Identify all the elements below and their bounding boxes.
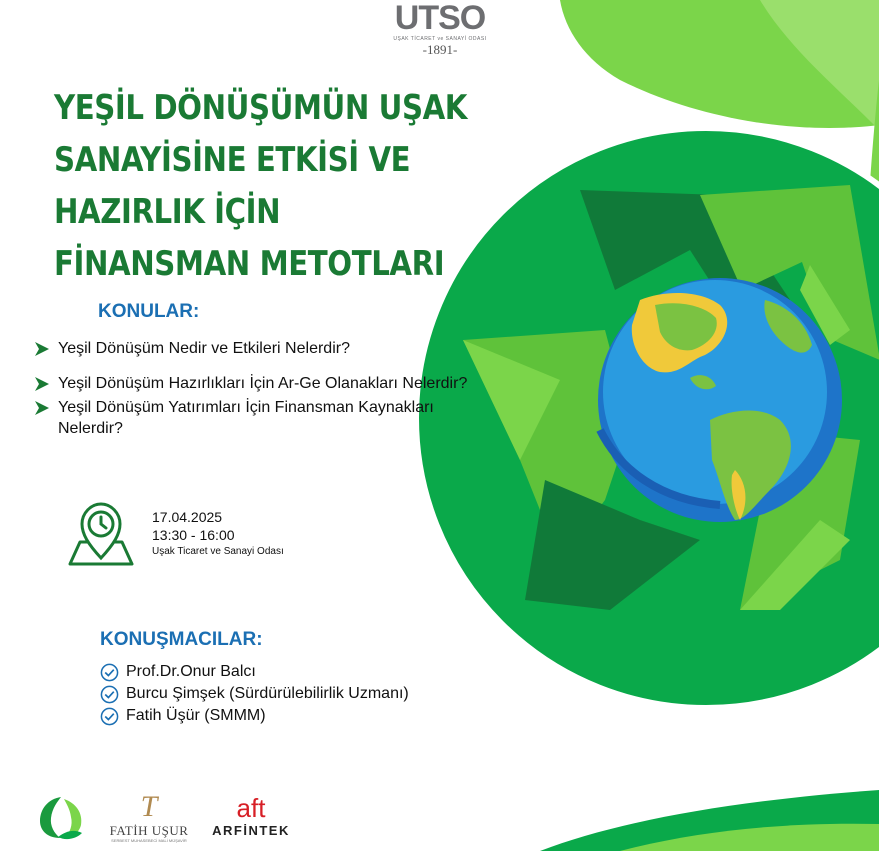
- speakers-list: [100, 661, 409, 727]
- utso-logo: [380, 0, 500, 60]
- poster-title: [54, 82, 536, 290]
- fatih-usur-logo: [104, 790, 194, 846]
- check-circle-icon: [100, 685, 119, 704]
- utso-logo-year: -1891-: [422, 42, 458, 57]
- event-details: [152, 508, 284, 560]
- topic-item: [32, 373, 472, 394]
- check-circle-icon: [100, 663, 119, 682]
- topic-text: Yeşil Dönüşüm Hazırlıkları İçin Ar-Ge Olanakları Nelerdir?: [58, 375, 468, 392]
- utso-logo-mark: UTSO: [394, 0, 486, 37]
- globe: [598, 278, 842, 522]
- arfintek-logo-name: ARFİNTEK: [212, 823, 290, 838]
- speaker-item: [100, 661, 409, 683]
- utso-logo-subtitle: UŞAK TİCARET ve SANAYİ ODASI: [393, 36, 487, 42]
- fatih-usur-monogram-icon: T: [140, 790, 158, 823]
- green-leaf-logo: [36, 793, 86, 841]
- topic-item: [32, 397, 472, 439]
- speaker-name: Burcu Şimşek (Sürdürülebilirlik Uzmanı): [126, 685, 409, 702]
- chevron-right-icon: [34, 400, 50, 416]
- fatih-usur-subtitle: SERBEST MUHASEBECİ MALİ MÜŞAVİR: [111, 838, 187, 843]
- topics-heading: KONULAR:: [98, 301, 200, 322]
- event-venue: Uşak Ticaret ve Sanayi Odası: [152, 546, 284, 557]
- event-time: 13:30 - 16:00: [152, 527, 235, 543]
- event-date: 17.04.2025: [152, 509, 223, 525]
- speaker-item: [100, 705, 409, 727]
- topic-text: Yeşil Dönüşüm Yatırımları İçin Finansman Kaynakları Nelerdir?: [58, 399, 434, 437]
- title-line-1: YEŞİL DÖNÜŞÜMÜN UŞAK: [54, 88, 468, 128]
- speaker-name: Prof.Dr.Onur Balcı: [126, 663, 256, 680]
- chevron-right-icon: [34, 341, 50, 357]
- arfintek-logo: [208, 794, 294, 846]
- check-circle-icon: [100, 707, 119, 726]
- speaker-name: Fatih Üşür (SMMM): [126, 707, 266, 724]
- chevron-right-icon: [34, 376, 50, 392]
- title-line-2: SANAYİSİNE ETKİSİ VE HAZIRLIK İÇİN: [54, 140, 411, 232]
- fatih-usur-name: FATİH UŞUR: [109, 823, 189, 838]
- title-line-3: FİNANSMAN METOTLARI: [54, 244, 445, 284]
- arfintek-logo-short: aft: [236, 793, 266, 823]
- topic-item: [32, 338, 472, 359]
- location-clock-icon: [66, 500, 136, 568]
- speaker-item: [100, 683, 409, 705]
- topics-list: [32, 338, 472, 439]
- speakers-heading: KONUŞMACILAR:: [100, 629, 263, 650]
- topic-text: Yeşil Dönüşüm Nedir ve Etkileri Nelerdir?: [58, 340, 350, 357]
